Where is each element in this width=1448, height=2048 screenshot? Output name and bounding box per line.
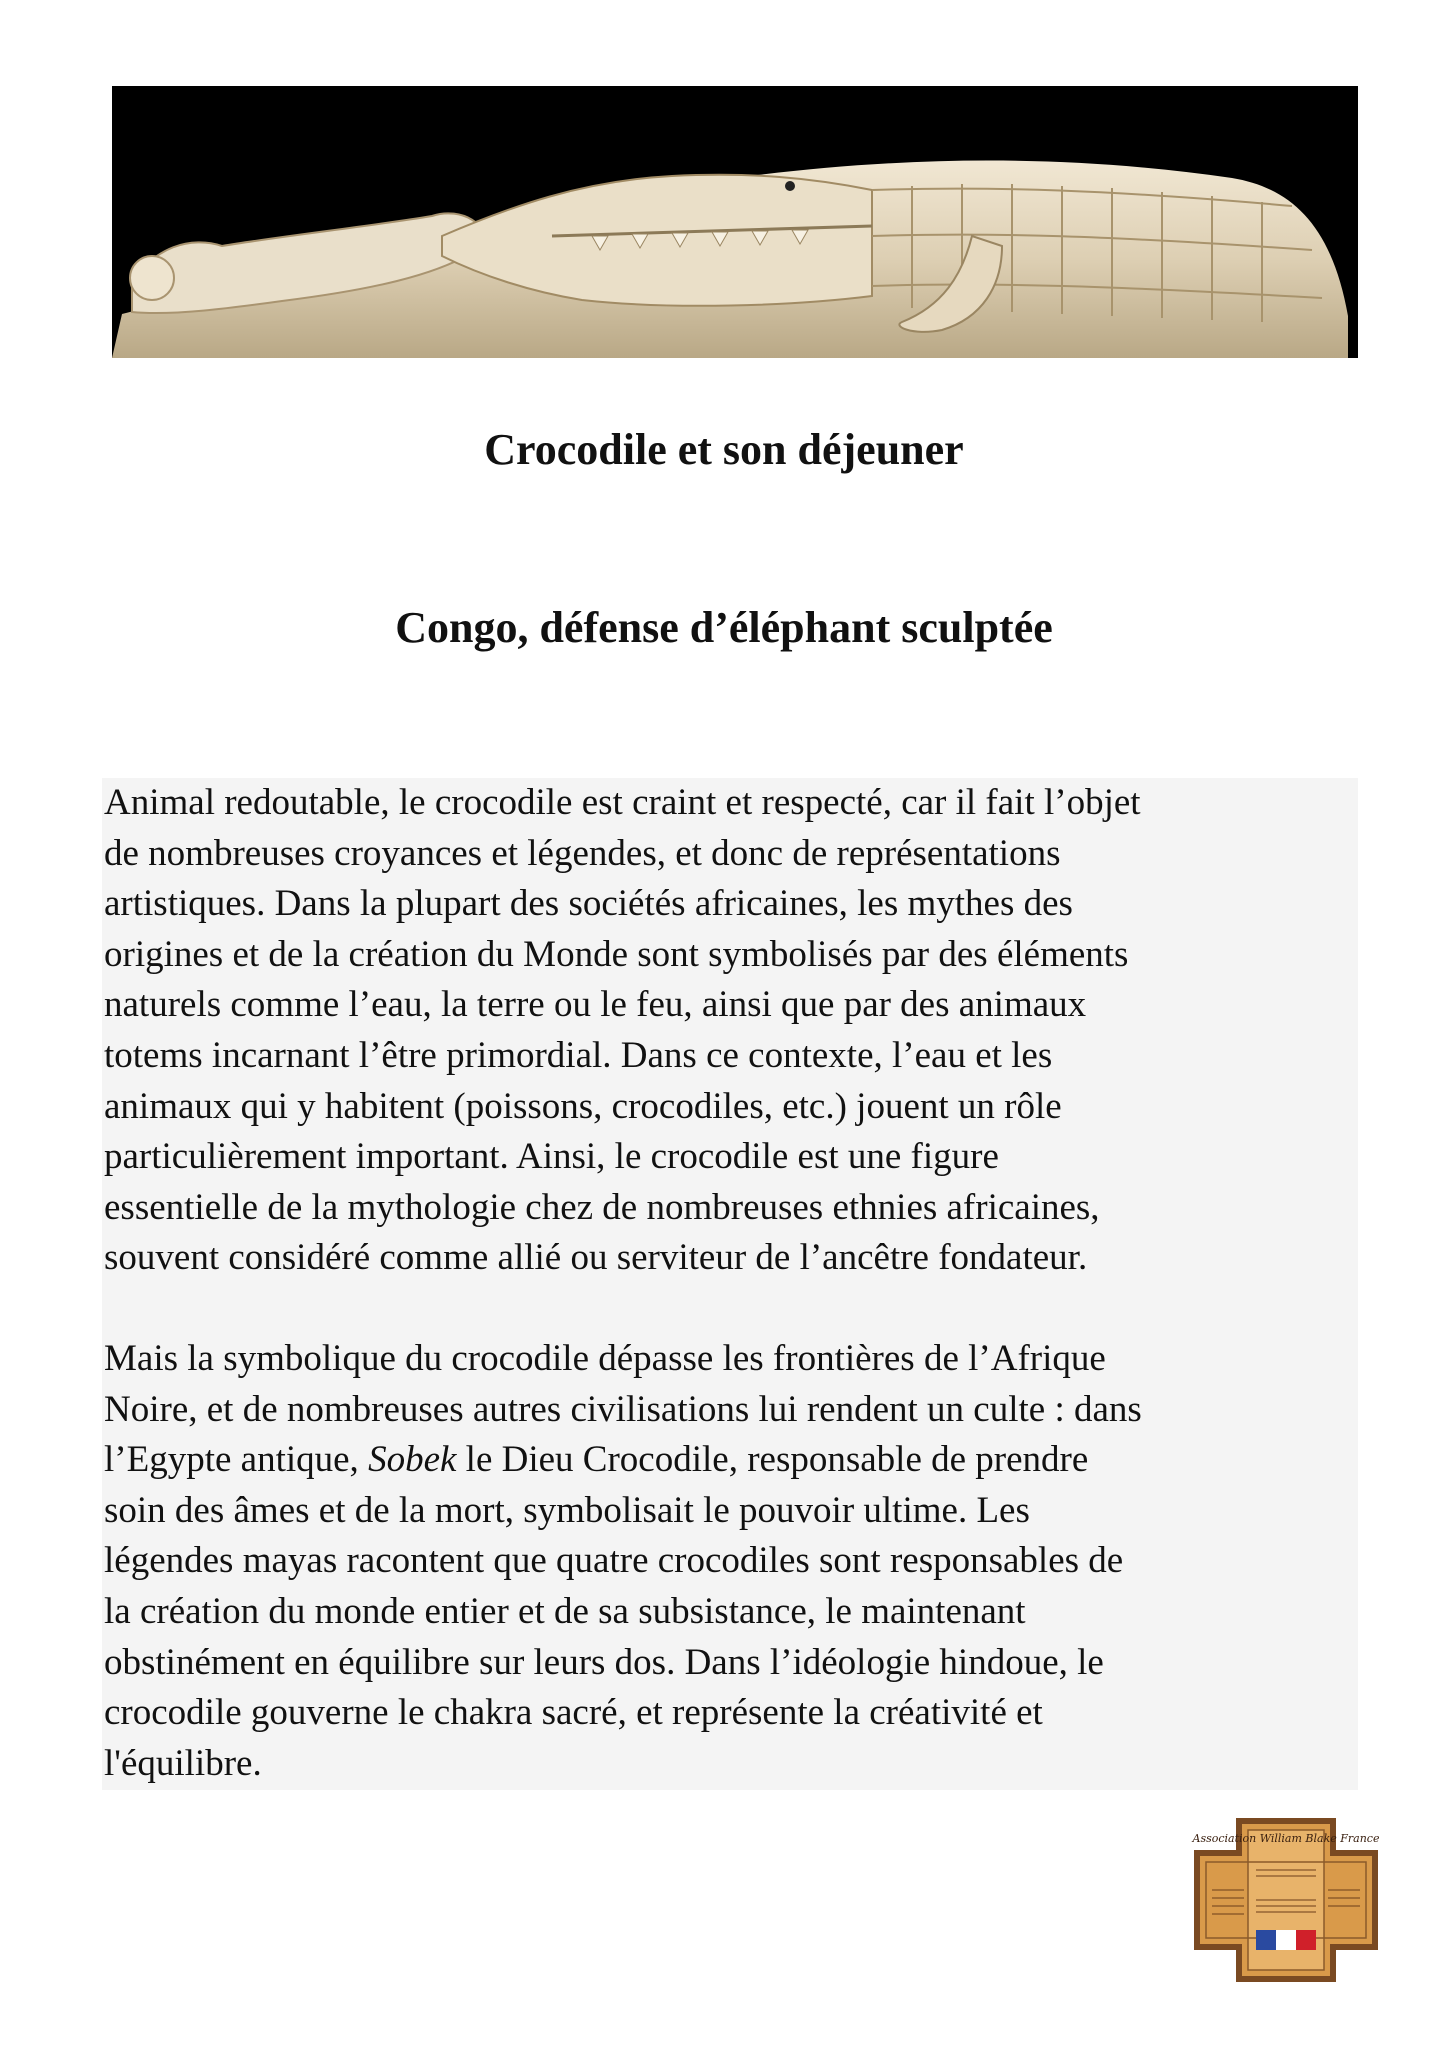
text-line: origines et de la création du Monde sont symbolisés par des éléments	[104, 933, 1129, 975]
paragraph-2	[102, 1334, 1358, 1789]
text-line: animaux qui y habitent (poissons, crocodiles, etc.) jouent un rôle	[104, 1085, 1062, 1127]
text-line: Noire, et de nombreuses autres civilisations lui rendent un culte : dans	[104, 1388, 1142, 1430]
text-segment: le Dieu Crocodile, responsable de prendre	[456, 1439, 1089, 1481]
seal-stamp-icon	[1186, 1810, 1386, 1990]
text-line: l'équilibre.	[104, 1742, 262, 1784]
text-body	[102, 778, 1358, 1790]
text-line	[104, 1435, 1358, 1486]
carved-tusk-icon	[112, 86, 1358, 358]
text-line: artistiques. Dans la plupart des sociétés africaines, les mythes des	[104, 883, 1073, 925]
text-line: Mais la symbolique du crocodile dépasse les frontières de l’Afrique	[104, 1337, 1106, 1379]
association-seal	[1186, 1810, 1386, 1990]
header-photo	[112, 86, 1358, 358]
text-line: Animal redoutable, le crocodile est craint et respecté, car il fait l’objet	[104, 782, 1141, 823]
sobek-italic: Sobek	[368, 1439, 457, 1481]
page-title: Crocodile et son déjeuner	[484, 425, 964, 474]
text-line: souvent considéré comme allié ou serviteur de l’ancêtre fondateur.	[104, 1237, 1088, 1279]
text-line: légendes mayas racontent que quatre crocodiles sont responsables de	[104, 1540, 1124, 1582]
text-line: totems incarnant l’être primordial. Dans ce contexte, l’eau et les	[104, 1034, 1053, 1076]
text-line: essentielle de la mythologie chez de nombreuses ethnies africaines,	[104, 1186, 1100, 1228]
text-line: particulièrement important. Ainsi, le crocodile est une figure	[104, 1136, 999, 1178]
text-segment: l’Egypte antique,	[104, 1439, 369, 1481]
text-line: soin des âmes et de la mort, symbolisait le pouvoir ultime. Les	[104, 1489, 1030, 1531]
text-line: naturels comme l’eau, la terre ou le feu, ainsi que par des animaux	[104, 984, 1087, 1026]
text-line: de nombreuses croyances et légendes, et donc de représentations	[104, 832, 1061, 874]
text-line: obstinément en équilibre sur leurs dos. Dans l’idéologie hindoue, le	[104, 1641, 1104, 1683]
text-line: crocodile gouverne le chakra sacré, et représente la créativité et	[104, 1692, 1043, 1734]
seal-text: Association William Blake France	[1192, 1832, 1380, 1845]
page-subtitle: Congo, défense d’éléphant sculptée	[395, 603, 1053, 652]
paragraph-1	[102, 778, 1358, 1284]
text-line: la création du monde entier et de sa subsistance, le maintenant	[104, 1590, 1026, 1632]
